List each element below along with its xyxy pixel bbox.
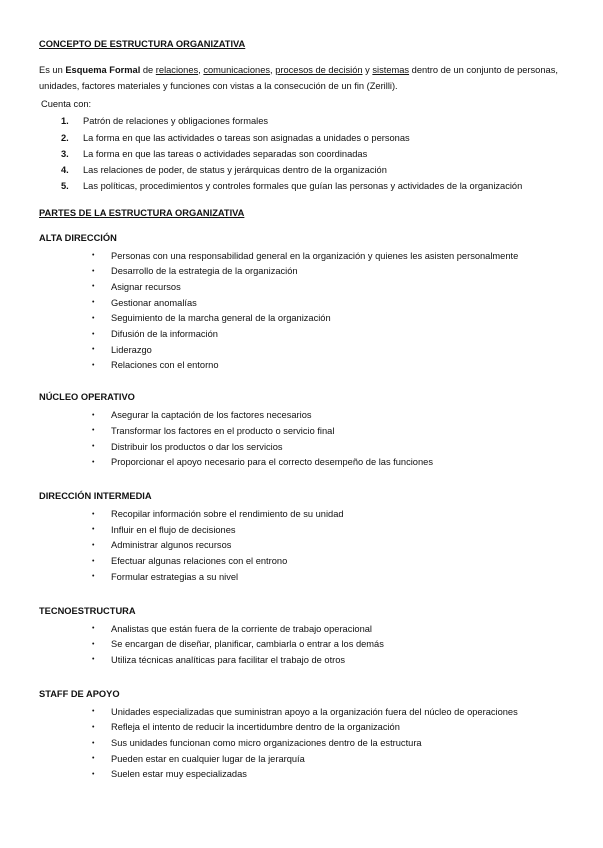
bullet-text: Refleja el intento de reducir la incertidumbre dentro de la organización — [111, 722, 400, 733]
bullet-text: Asignar recursos — [111, 281, 181, 292]
concept-list-item — [39, 129, 569, 145]
bullet-text: Seguimiento de la marcha general de la organización — [111, 313, 331, 324]
bullet-text: Relaciones con el entorno — [111, 360, 219, 371]
bullet-icon: • — [92, 656, 95, 664]
concept-heading: CONCEPTO DE ESTRUCTURA ORGANIZATIVA — [39, 39, 246, 49]
bullet-icon: • — [92, 427, 95, 435]
concept-list-item — [39, 146, 569, 162]
bullet-text: Efectuar algunas relaciones con el entrono — [111, 556, 288, 567]
bullet-text: Difusión de la información — [111, 329, 218, 340]
bullet-item — [39, 569, 569, 585]
bullet-icon: • — [92, 755, 95, 763]
bullet-item — [39, 248, 569, 264]
list-item-text: Las relaciones de poder, de status y jerárquicas dentro de la organización — [83, 165, 387, 176]
bullet-icon: • — [92, 510, 95, 518]
bullet-icon: • — [92, 346, 95, 354]
section-tecnoestructura — [39, 605, 569, 668]
bullet-item — [39, 767, 569, 783]
bullet-icon: • — [92, 314, 95, 322]
parts-heading: PARTES DE LA ESTRUCTURA ORGANIZATIVA — [39, 207, 245, 218]
term-relaciones: relaciones — [155, 65, 199, 76]
bullet-item — [39, 522, 569, 538]
cuenta-con-label: Cuenta con: — [41, 99, 92, 110]
bullet-item — [39, 295, 569, 311]
bullet-list — [39, 407, 569, 470]
term-procesos-de-decision: procesos de decisión — [275, 65, 363, 76]
bullet-text: Se encargan de diseñar, planificar, cambiarla o entrar a los demás — [111, 639, 384, 650]
bullet-text: Suelen estar muy especializadas — [111, 769, 247, 780]
bullet-text: Administrar algunos recursos — [111, 540, 232, 551]
bullet-item — [39, 751, 569, 767]
bullet-list — [39, 621, 569, 668]
section-staff-de-apoyo — [39, 688, 569, 783]
bullet-icon: • — [92, 708, 95, 716]
intro-rest: dentro de un conjunto de personas, unidades, factores materiales y funciones con vistas a la consecución de un fin (Zerilli). — [39, 65, 558, 92]
bullet-icon: • — [92, 739, 95, 747]
bullet-icon: • — [92, 458, 95, 466]
bullet-item — [39, 263, 569, 279]
bullet-item — [39, 311, 569, 327]
concept-numbered-list — [39, 113, 569, 194]
intro-separator: y — [362, 65, 373, 76]
list-number: 1. — [61, 116, 69, 127]
bullet-text: Personas con una responsabilidad general en la organización y quienes les asisten personalmente — [111, 250, 519, 261]
bullet-item — [39, 358, 569, 374]
term-sistemas: sistemas — [372, 65, 410, 76]
bullet-icon: • — [92, 361, 95, 369]
section-title: STAFF DE APOYO — [39, 688, 120, 699]
list-item-text: La forma en que las tareas o actividades separadas son coordinadas — [83, 148, 368, 159]
bullet-text: Asegurar la captación de los factores necesarios — [111, 410, 312, 421]
bullet-icon: • — [92, 573, 95, 581]
bullet-item — [39, 720, 569, 736]
bullet-text: Pueden estar en cualquier lugar de la jerarquía — [111, 753, 305, 764]
bullet-text: Unidades especializadas que suministran apoyo a la organización fuera del núcleo de operaciones — [111, 706, 518, 717]
bullet-item — [39, 342, 569, 358]
section-direcci-n-intermedia — [39, 490, 569, 585]
bullet-text: Distribuir los productos o dar los servicios — [111, 441, 283, 452]
bullet-item — [39, 621, 569, 637]
bullet-text: Gestionar anomalías — [111, 297, 197, 308]
bullet-text: Desarrollo de la estrategia de la organización — [111, 266, 298, 277]
concept-list-item — [39, 113, 569, 129]
bullet-text: Recopilar información sobre el rendimiento de su unidad — [111, 509, 344, 519]
bullet-icon: • — [92, 299, 95, 307]
list-number: 4. — [61, 165, 69, 176]
bullet-icon: • — [92, 625, 95, 633]
list-number: 5. — [61, 181, 69, 192]
bullet-item — [39, 407, 569, 423]
section-n-cleo-operativo — [39, 391, 569, 470]
bullet-text: Proporcionar el apoyo necesario para el correcto desempeño de las funciones — [111, 457, 433, 468]
bullet-icon: • — [92, 267, 95, 275]
list-item-text: Las políticas, procedimientos y controles formales que guían las personas y actividades de la organización — [83, 181, 523, 192]
concept-list-item — [39, 162, 569, 178]
bullet-item — [39, 704, 569, 720]
bullet-icon: • — [92, 411, 95, 419]
section-title: TECNOESTRUCTURA — [39, 605, 136, 616]
bullet-text: Influir en el flujo de decisiones — [111, 524, 236, 535]
bullet-text: Utiliza técnicas analíticas para facilitar el trabajo de otros — [111, 654, 346, 665]
intro-separator: , — [270, 65, 276, 76]
bullet-item — [39, 326, 569, 342]
section-title: NÚCLEO OPERATIVO — [39, 392, 135, 403]
intro-connector: de — [140, 65, 156, 76]
bullet-icon: • — [92, 252, 95, 260]
list-number: 3. — [61, 148, 69, 159]
bullet-list — [39, 704, 569, 782]
bullet-item — [39, 538, 569, 554]
bullet-item — [39, 735, 569, 751]
bullet-text: Formular estrategias a su nivel — [111, 571, 239, 582]
bullet-text: Transformar los factores en el producto o servicio final — [111, 425, 335, 436]
bullet-item — [39, 506, 569, 522]
bullet-text: Analistas que están fuera de la corriente de trabajo operacional — [111, 623, 372, 634]
bullet-item — [39, 454, 569, 470]
bullet-item — [39, 553, 569, 569]
bullet-icon: • — [92, 640, 95, 648]
bullet-icon: • — [92, 526, 95, 534]
list-item-text: Patrón de relaciones y obligaciones formales — [83, 116, 269, 127]
list-item-text: La forma en que las actividades o tareas son asignadas a unidades o personas — [83, 132, 410, 143]
bullet-icon: • — [92, 330, 95, 338]
document-page — [39, 38, 569, 782]
bullet-text: Liderazgo — [111, 344, 152, 355]
bullet-icon: • — [92, 723, 95, 731]
intro-paragraph — [39, 62, 569, 94]
bullet-item — [39, 439, 569, 455]
intro-prefix: Es un — [39, 65, 66, 76]
bullet-item — [39, 636, 569, 652]
intro-bold-term: Esquema Formal — [65, 65, 141, 76]
bullet-item — [39, 279, 569, 295]
parts-sections — [39, 232, 569, 783]
bullet-icon: • — [92, 770, 95, 778]
bullet-icon: • — [92, 443, 95, 451]
list-number: 2. — [61, 132, 69, 143]
bullet-list — [39, 506, 569, 584]
bullet-icon: • — [92, 283, 95, 291]
section-title: ALTA DIRECCIÓN — [39, 232, 117, 243]
bullet-list — [39, 248, 569, 374]
concept-list-item — [39, 178, 569, 194]
bullet-item — [39, 652, 569, 668]
section-alta-direcci-n — [39, 232, 569, 374]
bullet-item — [39, 423, 569, 439]
intro-separator: , — [198, 65, 204, 76]
term-comunicaciones: comunicaciones — [203, 65, 271, 76]
bullet-text: Sus unidades funcionan como micro organizaciones dentro de la estructura — [111, 738, 422, 749]
section-title: DIRECCIÓN INTERMEDIA — [39, 491, 152, 502]
bullet-icon: • — [92, 541, 95, 549]
bullet-icon: • — [92, 557, 95, 565]
